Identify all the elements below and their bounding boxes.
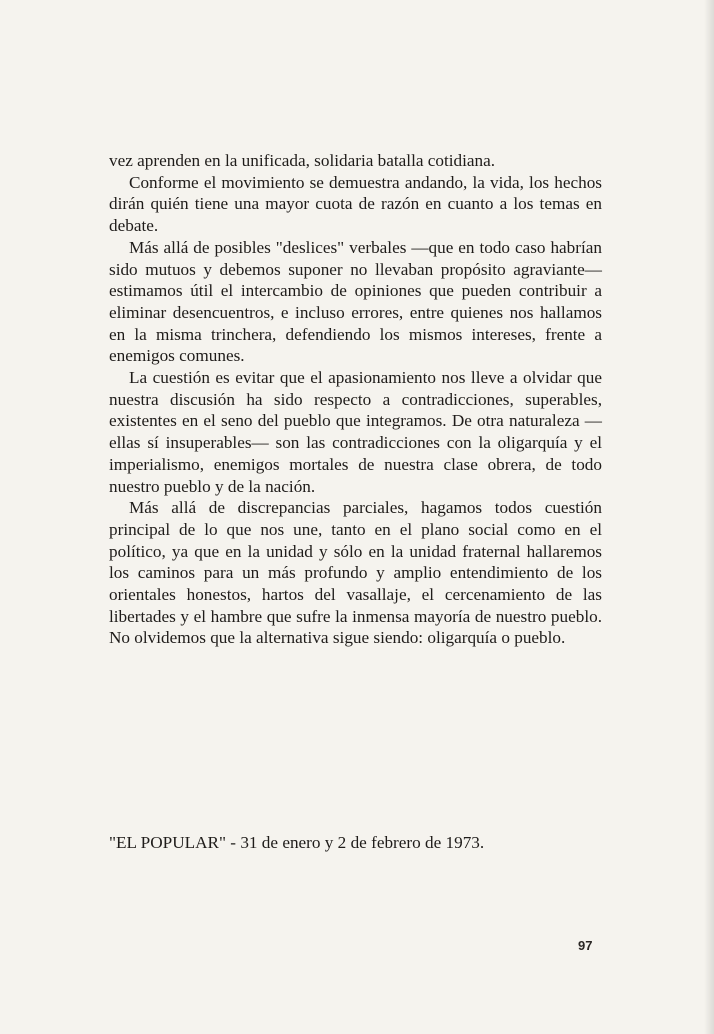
page-edge-shadow xyxy=(704,0,714,1034)
paragraph-4: La cuestión es evitar que el apasionamiento nos lleve a olvidar que nuestra discusión ha sido respecto a contradicciones, superables, existentes en el seno del pueblo que integramos. De otra naturaleza —ellas sí insuperables— son las contradicciones con la oligarquía y el imperialismo, enemigos mortales de nuestra clase obrera, de todo nuestro pueblo y de la nación. xyxy=(109,368,602,496)
paragraph-2: Conforme el movimiento se demuestra andando, la vida, los hechos dirán quién tiene una mayor cuota de razón en cuanto a los temas en debate. xyxy=(109,172,602,236)
paragraph-5: Más allá de discrepancias parciales, hagamos todos cuestión principal de lo que nos une, tanto en el plano social como en el político, ya que en la unidad y sólo en la unidad fraternal hallaremos los caminos para un más profundo y amplio entendimiento de los orientales honestos, hartos del vasallaje, el cercenamiento de las libertades y el hambre que sufre la inmensa mayoría de nuestro pueblo. No olvidemos que la alternativa sigue siendo: oligarquía o pueblo. xyxy=(109,498,602,648)
body-text xyxy=(109,150,602,649)
page-number: 97 xyxy=(578,938,593,953)
source-citation: "EL POPULAR" - 31 de enero y 2 de febrero de 1973. xyxy=(109,833,485,852)
paragraph-1: vez aprenden en la unificada, solidaria batalla cotidiana. xyxy=(109,151,496,170)
paragraph-3: Más allá de posibles "deslices" verbales —que en todo caso habrían sido mutuos y debemos suponer no llevaban propósito agraviante— estimamos útil el intercambio de opiniones que pueden contribuir a eliminar desencuentros, e incluso errores, entre quienes nos hallamos en la misma trinchera, defendiendo los mismos intereses, frente a enemigos comunes. xyxy=(109,237,602,366)
